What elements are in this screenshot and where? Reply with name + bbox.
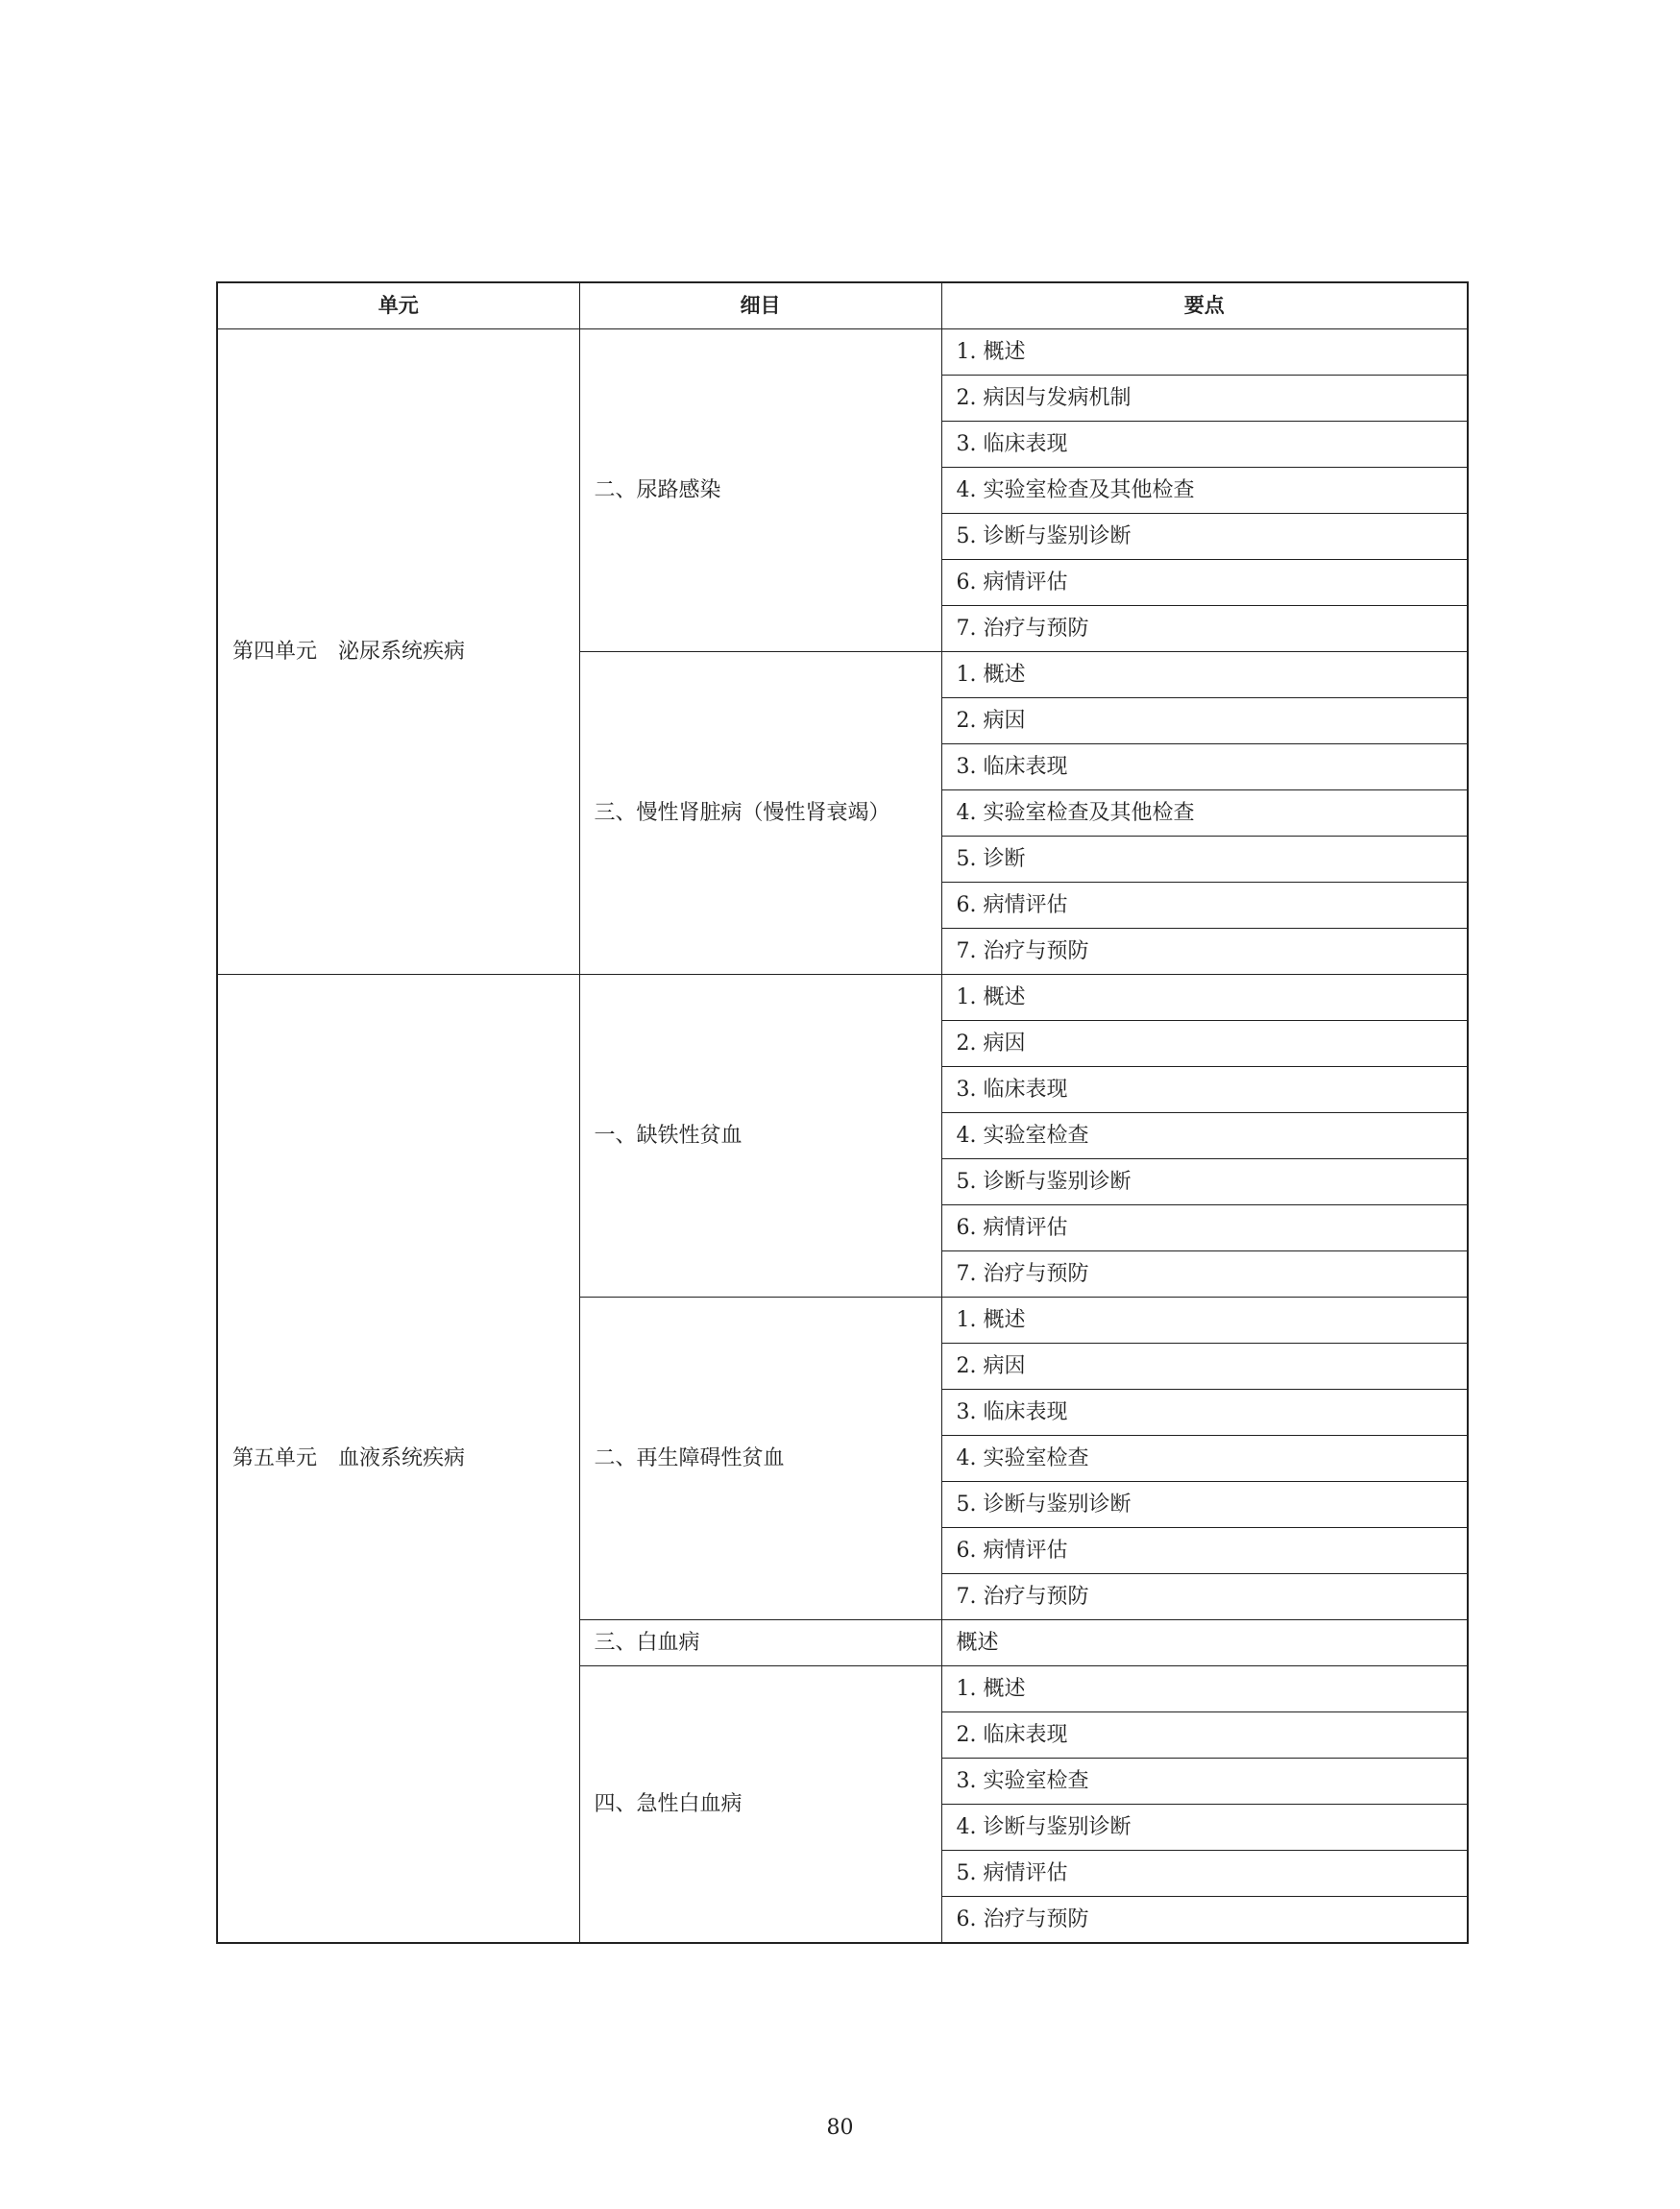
point-cell: 1. 概述 (941, 1298, 1468, 1344)
point-cell: 5. 诊断与鉴别诊断 (941, 1159, 1468, 1205)
item-cell: 三、慢性肾脏病（慢性肾衰竭） (579, 652, 941, 975)
point-cell: 4. 诊断与鉴别诊断 (941, 1805, 1468, 1851)
point-cell: 概述 (941, 1620, 1468, 1666)
point-cell: 7. 治疗与预防 (941, 606, 1468, 652)
point-cell: 6. 病情评估 (941, 560, 1468, 606)
header-row (217, 282, 1468, 329)
syllabus-table (216, 281, 1469, 1944)
header-unit: 单元 (217, 282, 579, 329)
point-cell: 7. 治疗与预防 (941, 1574, 1468, 1620)
point-cell: 1. 概述 (941, 652, 1468, 698)
item-cell: 一、缺铁性贫血 (579, 975, 941, 1298)
unit-cell: 第五单元 血液系统疾病 (217, 975, 579, 1944)
point-cell: 6. 病情评估 (941, 883, 1468, 929)
point-cell: 5. 病情评估 (941, 1851, 1468, 1897)
point-cell: 4. 实验室检查及其他检查 (941, 468, 1468, 514)
unit-cell: 第四单元 泌尿系统疾病 (217, 329, 579, 975)
point-cell: 4. 实验室检查及其他检查 (941, 790, 1468, 837)
point-cell: 1. 概述 (941, 975, 1468, 1021)
table-body (217, 329, 1468, 1944)
item-cell: 三、白血病 (579, 1620, 941, 1666)
point-cell: 1. 概述 (941, 1666, 1468, 1712)
point-cell: 6. 治疗与预防 (941, 1897, 1468, 1944)
item-cell: 四、急性白血病 (579, 1666, 941, 1944)
point-cell: 5. 诊断与鉴别诊断 (941, 1482, 1468, 1528)
point-cell: 6. 病情评估 (941, 1528, 1468, 1574)
point-cell: 2. 病因 (941, 1021, 1468, 1067)
point-cell: 3. 实验室检查 (941, 1759, 1468, 1805)
point-cell: 2. 临床表现 (941, 1712, 1468, 1759)
page-number: 80 (826, 2116, 854, 2140)
point-cell: 4. 实验室检查 (941, 1436, 1468, 1482)
point-cell: 2. 病因与发病机制 (941, 376, 1468, 422)
point-cell: 4. 实验室检查 (941, 1113, 1468, 1159)
point-cell: 5. 诊断 (941, 837, 1468, 883)
header-item: 细目 (579, 282, 941, 329)
point-cell: 5. 诊断与鉴别诊断 (941, 514, 1468, 560)
point-cell: 1. 概述 (941, 329, 1468, 376)
table-row (217, 975, 1468, 1021)
point-cell: 3. 临床表现 (941, 1067, 1468, 1113)
point-cell: 7. 治疗与预防 (941, 929, 1468, 975)
point-cell: 6. 病情评估 (941, 1205, 1468, 1251)
point-cell: 2. 病因 (941, 698, 1468, 744)
point-cell: 3. 临床表现 (941, 744, 1468, 790)
point-cell: 7. 治疗与预防 (941, 1251, 1468, 1298)
item-cell: 二、尿路感染 (579, 329, 941, 652)
table-row (217, 329, 1468, 376)
header-points: 要点 (941, 282, 1468, 329)
item-cell: 二、再生障碍性贫血 (579, 1298, 941, 1620)
point-cell: 3. 临床表现 (941, 1390, 1468, 1436)
point-cell: 2. 病因 (941, 1344, 1468, 1390)
point-cell: 3. 临床表现 (941, 422, 1468, 468)
